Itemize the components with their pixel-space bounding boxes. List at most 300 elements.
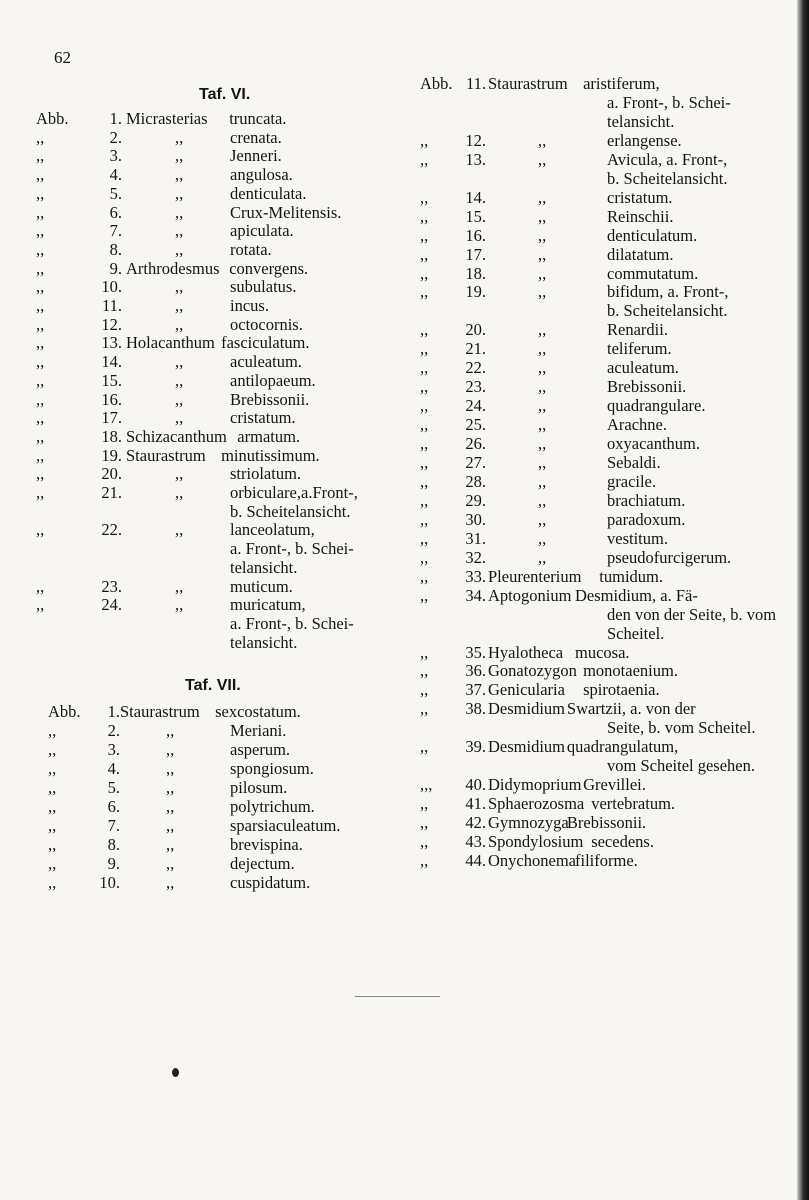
entry-prefix: ,,	[420, 566, 429, 586]
list-item	[408, 415, 784, 434]
entry-number: 7.	[109, 221, 122, 241]
entry-name: muticum.	[230, 576, 293, 596]
list-item	[36, 371, 396, 390]
entry-ditto: ,,	[175, 277, 184, 297]
list-item	[36, 721, 396, 740]
entry-name: brevispina.	[230, 835, 303, 854]
entry-name: incus.	[230, 296, 269, 315]
entry-prefix: ,,	[36, 165, 45, 185]
entry-number: 3.	[109, 146, 122, 166]
entry-genus: Spondylosium	[488, 832, 584, 851]
entry-number: 25.	[465, 415, 486, 435]
entry-name: pilosum.	[230, 778, 288, 797]
list-item	[408, 320, 784, 339]
list-item	[36, 446, 396, 465]
entry-prefix: ,,	[48, 759, 57, 778]
list-item	[408, 605, 784, 624]
entry-prefix: ,,	[420, 225, 429, 245]
list-item	[36, 854, 396, 873]
list-item	[408, 301, 784, 320]
entry-ditto: ,,	[175, 483, 184, 502]
list-item	[408, 718, 784, 737]
entry-number: 41.	[465, 794, 486, 814]
entry-genus: Arthrodesmus	[126, 258, 220, 278]
entry-genus: Micrasterias	[126, 109, 208, 128]
entry-name: a. Front-, b. Schei-	[230, 613, 354, 633]
entry-number: 5.	[107, 778, 120, 797]
entry-prefix: ,,	[48, 797, 57, 816]
list-item	[408, 339, 784, 358]
entry-number: 23.	[101, 576, 122, 596]
ink-speck	[172, 1068, 179, 1077]
entry-name: Brebissonii.	[230, 389, 310, 409]
entry-genus: Desmidium	[488, 737, 565, 757]
entry-number: 16.	[465, 225, 486, 245]
entry-name: filiforme.	[575, 850, 638, 870]
entry-prefix: ,,	[420, 699, 429, 719]
list-item	[408, 567, 784, 586]
entry-name: b. Scheitelansicht.	[230, 501, 351, 521]
entry-ditto: ,,	[166, 854, 175, 873]
entry-ditto: ,,	[538, 471, 547, 491]
entry-prefix: ,,	[420, 206, 429, 226]
list-item	[408, 264, 784, 283]
entry-ditto: ,,	[166, 797, 175, 816]
entry-genus: Gonatozygon	[488, 661, 577, 681]
entry-number: 33.	[465, 566, 486, 586]
entry-number: 44.	[465, 850, 486, 870]
entry-genus: Staurastrum	[126, 445, 206, 465]
entry-ditto: ,,	[166, 740, 175, 759]
list-item	[36, 595, 396, 614]
entry-prefix: ,,	[36, 408, 45, 428]
list-item	[36, 702, 396, 721]
entry-name: sparsiaculeatum.	[230, 816, 341, 835]
entry-name: denticulatum.	[607, 225, 698, 245]
list-item	[36, 315, 396, 334]
entry-prefix: ,,	[420, 396, 429, 416]
list-item	[36, 184, 396, 203]
entry-ditto: ,,	[175, 202, 184, 222]
entry-genus: Schizacanthum	[126, 426, 227, 446]
entry-prefix: ,,	[48, 740, 57, 759]
list-item	[408, 680, 784, 699]
entry-name: gracile.	[607, 471, 657, 491]
entry-name: cristatum.	[230, 408, 296, 428]
entry-name: Brebissonii.	[566, 813, 647, 833]
list-item	[36, 502, 396, 521]
entry-name: Meriani.	[230, 721, 287, 740]
entry-number: 12.	[465, 130, 486, 150]
entry-prefix: ,,	[36, 576, 45, 596]
entry-ditto: ,,	[538, 149, 547, 169]
entry-genus: Holacanthum	[126, 333, 215, 353]
entry-number: 8.	[109, 239, 122, 259]
entry-prefix: ,,	[36, 333, 45, 353]
entry-prefix: ,,	[420, 377, 429, 397]
list-item	[408, 699, 784, 718]
entry-number: 9.	[107, 854, 120, 873]
entry-ditto: ,,	[538, 130, 547, 150]
entry-prefix: ,,	[420, 794, 429, 814]
entry-name: telansicht.	[230, 632, 298, 652]
entry-prefix: ,,	[420, 490, 429, 510]
entry-name: Scheitel.	[607, 623, 665, 643]
entry-ditto: ,,	[175, 127, 184, 147]
entry-prefix: ,,	[36, 258, 45, 278]
entry-name: antilopaeum.	[230, 370, 316, 390]
entry-prefix: ,,	[420, 642, 429, 662]
entry-number: 21.	[101, 483, 122, 502]
list-item	[36, 146, 396, 165]
entry-ditto: ,,	[175, 183, 184, 203]
entry-name: telansicht.	[230, 557, 298, 577]
entry-prefix: ,,,	[420, 775, 433, 795]
entry-name: monotaenium.	[583, 661, 678, 681]
entry-prefix: ,,	[420, 244, 429, 264]
entry-name: Avicula, a. Front-,	[607, 149, 728, 169]
entry-prefix: ,,	[48, 835, 57, 854]
entry-name: mucosa.	[575, 642, 630, 662]
entry-number: 14.	[101, 352, 122, 372]
entry-name: aculeatum.	[230, 352, 302, 372]
entry-ditto: ,,	[538, 282, 547, 302]
entry-prefix: ,,	[36, 183, 45, 203]
entry-prefix: ,,	[420, 263, 429, 283]
entry-prefix: ,,	[36, 595, 45, 615]
entry-name: Jenneri.	[230, 146, 282, 166]
entry-prefix: ,,	[420, 850, 429, 870]
entry-ditto: ,,	[538, 547, 547, 567]
entry-number: 30.	[465, 509, 486, 529]
entry-ditto: ,,	[538, 263, 547, 283]
entry-ditto: ,,	[166, 816, 175, 835]
entry-name: Renardii.	[607, 320, 668, 340]
entry-number: 22.	[101, 520, 122, 540]
entry-prefix: ,,	[420, 415, 429, 435]
entry-name: sexcostatum.	[215, 702, 301, 721]
entry-ditto: ,,	[538, 206, 547, 226]
entry-number: 24.	[465, 396, 486, 416]
entry-genus: Pleurenterium	[488, 566, 582, 586]
entry-prefix: ,,	[48, 778, 57, 797]
entry-number: 13.	[101, 333, 122, 353]
entry-number: 34.	[465, 585, 486, 605]
entry-ditto: ,,	[175, 165, 184, 185]
entry-prefix: ,,	[420, 528, 429, 548]
entry-number: 18.	[101, 426, 122, 446]
entry-ditto: ,,	[175, 239, 184, 259]
entry-number: 10.	[99, 873, 120, 892]
entry-name: b. Scheitelansicht.	[607, 301, 728, 321]
entry-prefix: ,,	[420, 187, 429, 207]
entry-name: pseudofurcigerum.	[607, 547, 732, 567]
entry-ditto: ,,	[175, 464, 184, 484]
entry-number: 27.	[465, 453, 486, 472]
list-item	[408, 548, 784, 567]
list-item	[408, 491, 784, 510]
list-item	[408, 453, 784, 472]
entry-ditto: ,,	[166, 778, 175, 797]
entry-prefix: ,,	[420, 339, 429, 359]
list-item	[408, 586, 784, 605]
taf6-list	[36, 109, 396, 669]
entry-number: 10.	[101, 277, 122, 297]
entry-name: angulosa.	[230, 165, 293, 185]
entry-prefix: ,,	[36, 464, 45, 484]
list-item	[408, 112, 784, 131]
entry-name: oxyacanthum.	[607, 434, 701, 454]
entry-name: Crux-Melitensis.	[230, 202, 342, 222]
entry-name: apiculata.	[230, 221, 294, 241]
entry-number: 23.	[465, 377, 486, 397]
entry-ditto: ,,	[175, 576, 184, 596]
entry-number: 11.	[465, 74, 486, 93]
entry-prefix: ,,	[420, 358, 429, 378]
entry-number: 14.	[465, 187, 486, 207]
entry-number: 16.	[101, 389, 122, 409]
list-item	[408, 377, 784, 396]
entry-name: minutissimum.	[221, 445, 320, 465]
list-item	[36, 277, 396, 296]
entry-name: dilatatum.	[607, 244, 674, 264]
list-item	[36, 240, 396, 259]
heading-taf-7: Taf. VII.	[185, 677, 241, 694]
list-item	[408, 396, 784, 415]
entry-number: 9.	[109, 258, 122, 278]
entry-number: 28.	[465, 471, 486, 491]
list-item	[36, 539, 396, 558]
entry-prefix: ,,	[36, 239, 45, 259]
entry-name: vertebratum.	[591, 794, 676, 814]
entry-prefix: ,,	[420, 471, 429, 491]
list-item	[36, 816, 396, 835]
entry-prefix: ,,	[420, 680, 429, 700]
list-item	[36, 759, 396, 778]
list-item	[36, 390, 396, 409]
list-item	[408, 832, 784, 851]
list-item	[408, 150, 784, 169]
entry-name: octocornis.	[230, 314, 303, 334]
list-item	[408, 851, 784, 870]
entry-genus: Sphaerozosma	[488, 794, 585, 814]
entry-number: 20.	[101, 464, 122, 484]
entry-number: 6.	[109, 202, 122, 222]
taf7-list	[36, 702, 396, 902]
list-item	[408, 529, 784, 548]
separator-rule	[355, 996, 440, 997]
entry-ditto: ,,	[175, 221, 184, 241]
entry-number: 4.	[107, 759, 120, 778]
entry-number: 1.	[109, 109, 122, 128]
entry-name: Desmidium, a. Fä-	[575, 585, 698, 605]
entry-name: truncata.	[229, 109, 287, 128]
entry-name: armatum.	[237, 426, 301, 446]
entry-number: 4.	[109, 165, 122, 185]
entry-prefix: Abb.	[420, 74, 453, 93]
entry-genus: Onychonema	[488, 850, 576, 870]
entry-ditto: ,,	[538, 377, 547, 397]
entry-name: Grevillei.	[583, 775, 646, 795]
page-edge-shadow	[797, 0, 809, 1200]
list-item	[408, 226, 784, 245]
entry-name: Seite, b. vom Scheitel.	[607, 718, 756, 738]
entry-prefix: ,,	[36, 445, 45, 465]
entry-name: orbiculare,a.Front-,	[230, 483, 358, 502]
entry-prefix: ,,	[420, 813, 429, 833]
entry-number: 6.	[107, 797, 120, 816]
entry-ditto: ,,	[166, 721, 175, 740]
list-item	[408, 643, 784, 662]
list-item	[36, 427, 396, 446]
entry-name: asperum.	[230, 740, 291, 759]
entry-name: Brebissonii.	[607, 377, 687, 397]
entry-name: fasciculatum.	[221, 333, 310, 353]
entry-number: 17.	[465, 244, 486, 264]
entry-ditto: ,,	[538, 434, 547, 454]
entry-name: secedens.	[591, 832, 654, 851]
heading-taf-6: Taf. VI.	[199, 86, 251, 103]
entry-number: 43.	[465, 832, 486, 851]
entry-ditto: ,,	[175, 595, 184, 615]
entry-name: cuspidatum.	[230, 873, 311, 892]
entry-ditto: ,,	[538, 187, 547, 207]
entry-prefix: ,,	[36, 352, 45, 372]
entry-genus: Hyalotheca	[488, 642, 564, 662]
entry-name: cristatum.	[607, 187, 673, 207]
entry-name: subulatus.	[230, 277, 297, 297]
entry-number: 15.	[101, 370, 122, 390]
entry-ditto: ,,	[175, 314, 184, 334]
entry-prefix: ,,	[36, 127, 45, 147]
entry-name: aculeatum.	[607, 358, 679, 378]
entry-name: quadrangulatum,	[566, 737, 679, 757]
list-item	[408, 794, 784, 813]
entry-name: dejectum.	[230, 854, 295, 873]
list-item	[408, 737, 784, 756]
entry-ditto: ,,	[538, 490, 547, 510]
entry-genus: Aptogonium	[488, 585, 572, 605]
entry-number: 8.	[107, 835, 120, 854]
list-item	[36, 778, 396, 797]
entry-name: commutatum.	[607, 263, 699, 283]
entry-prefix: ,,	[420, 585, 429, 605]
entry-number: 20.	[465, 320, 486, 340]
entry-number: 40.	[465, 775, 486, 795]
entry-name: muricatum,	[230, 595, 306, 615]
list-item	[36, 873, 396, 892]
entry-name: a. Front-, b. Schei-	[230, 539, 354, 559]
entry-name: bifidum, a. Front-,	[607, 282, 729, 302]
right-column-list	[408, 74, 784, 904]
entry-prefix: ,,	[36, 370, 45, 390]
entry-genus: Staurastrum	[120, 702, 200, 721]
entry-prefix: ,,	[420, 320, 429, 340]
entry-ditto: ,,	[175, 520, 184, 540]
entry-number: 31.	[465, 528, 486, 548]
list-item	[408, 756, 784, 775]
list-item	[36, 740, 396, 759]
list-item	[408, 510, 784, 529]
entry-name: tumidum.	[599, 566, 664, 586]
entry-number: 19.	[101, 445, 122, 465]
entry-ditto: ,,	[538, 453, 547, 472]
entry-number: 39.	[465, 737, 486, 757]
entry-name: Sebaldi.	[607, 453, 661, 472]
entry-number: 15.	[465, 206, 486, 226]
list-item	[36, 203, 396, 222]
entry-prefix: ,,	[36, 483, 45, 502]
entry-ditto: ,,	[175, 146, 184, 166]
entry-name: convergens.	[229, 258, 309, 278]
page-number: 62	[54, 48, 71, 67]
entry-genus: Staurastrum	[488, 74, 568, 93]
entry-ditto: ,,	[538, 509, 547, 529]
entry-ditto: ,,	[175, 352, 184, 372]
entry-prefix: ,,	[36, 520, 45, 540]
entry-ditto: ,,	[175, 389, 184, 409]
entry-ditto: ,,	[538, 244, 547, 264]
list-item	[36, 797, 396, 816]
entry-number: 2.	[109, 127, 122, 147]
entry-ditto: ,,	[166, 759, 175, 778]
list-item	[408, 813, 784, 832]
entry-name: erlangense.	[607, 130, 682, 150]
list-item	[36, 633, 396, 652]
entry-name: paradoxum.	[607, 509, 686, 529]
entry-name: vom Scheitel gesehen.	[607, 756, 756, 776]
entry-genus: Genicularia	[488, 680, 565, 700]
list-item	[36, 259, 396, 278]
list-item	[36, 296, 396, 315]
entry-number: 5.	[109, 183, 122, 203]
list-item	[36, 128, 396, 147]
entry-prefix: ,,	[420, 130, 429, 150]
entry-prefix: ,,	[420, 149, 429, 169]
list-item	[36, 333, 396, 352]
entry-number: 29.	[465, 490, 486, 510]
entry-number: 11.	[101, 296, 122, 315]
entry-ditto: ,,	[538, 415, 547, 435]
entry-prefix: ,,	[48, 873, 57, 892]
entry-prefix: Abb.	[36, 109, 69, 128]
entry-name: lanceolatum,	[230, 520, 315, 540]
entry-prefix: ,,	[36, 277, 45, 297]
entry-ditto: ,,	[166, 873, 175, 892]
entry-number: 7.	[107, 816, 120, 835]
entry-number: 36.	[465, 661, 486, 681]
entry-number: 1.	[107, 702, 120, 721]
entry-number: 37.	[465, 680, 486, 700]
entry-name: a. Front-, b. Schei-	[607, 92, 731, 112]
list-item	[36, 520, 396, 539]
list-item	[408, 207, 784, 226]
list-item	[408, 93, 784, 112]
entry-name: Swartzii, a. von der	[566, 699, 696, 719]
entry-ditto: ,,	[538, 396, 547, 416]
list-item	[36, 577, 396, 596]
entry-prefix: ,,	[36, 221, 45, 241]
entry-ditto: ,,	[538, 339, 547, 359]
entry-name: telansicht.	[607, 111, 675, 131]
entry-prefix: ,,	[36, 296, 45, 315]
entry-number: 38.	[465, 699, 486, 719]
list-item	[408, 282, 784, 301]
list-item	[408, 661, 784, 680]
entry-name: spongiosum.	[230, 759, 314, 778]
entry-genus: Desmidium	[488, 699, 565, 719]
entry-ditto: ,,	[175, 408, 184, 428]
